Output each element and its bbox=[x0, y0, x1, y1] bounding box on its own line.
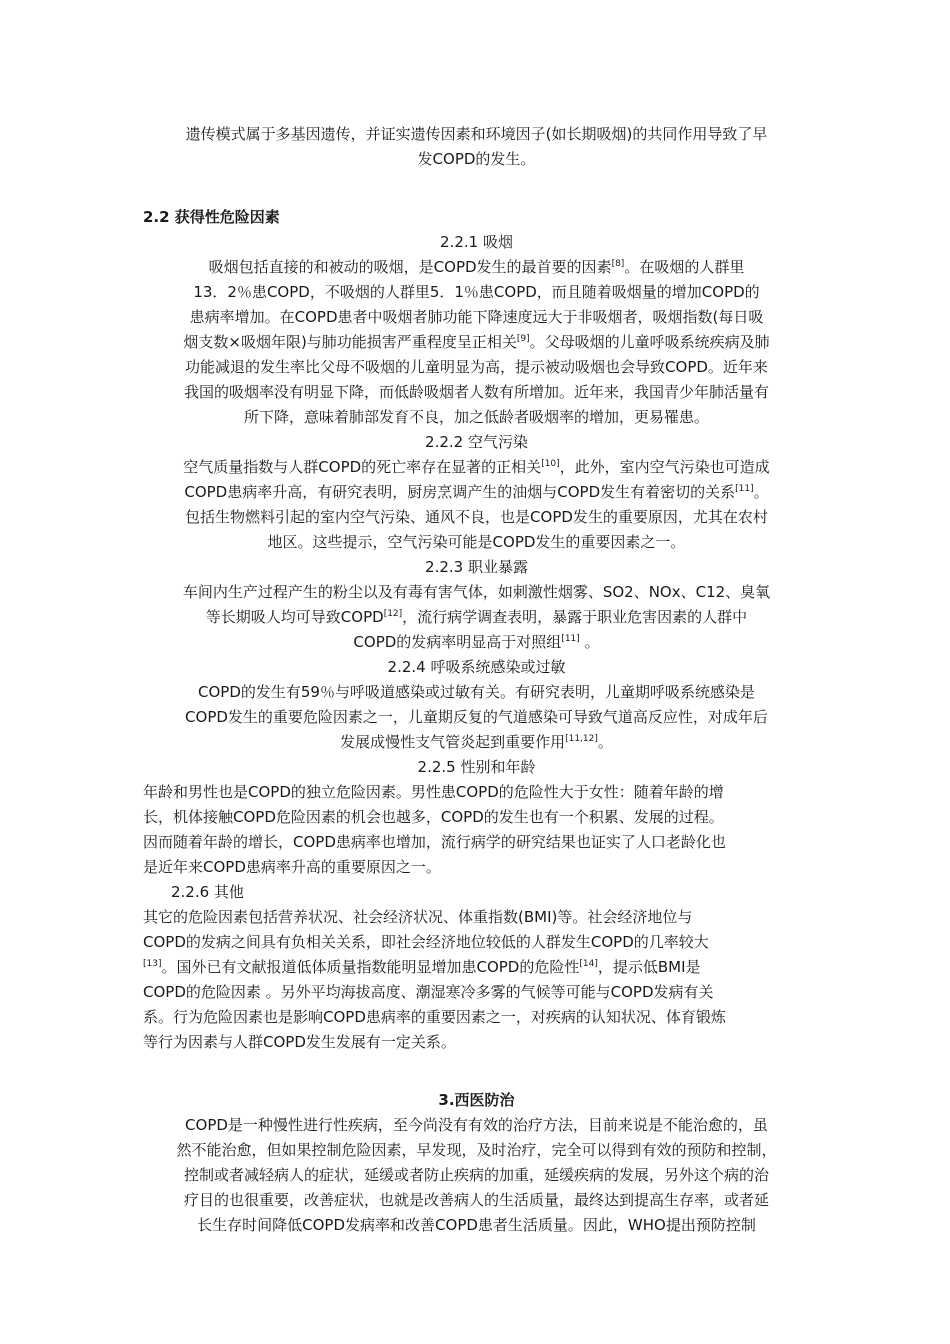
citation-ref: [13] bbox=[143, 959, 162, 969]
infection-line: COPD的发生有59％与呼吸道感染或过敏有关。有研究表明，儿童期呼吸系统感染是 bbox=[198, 683, 755, 701]
gender-age-line: 长，机体接触COPD危险因素的机会也越多，COPD的发生也有一个积累、发展的过程。 bbox=[143, 808, 724, 826]
smoking-line: 功能减退的发生率比父母不吸烟的儿童明显为高，提示被动吸烟也会导致COPD。近年来 bbox=[185, 358, 768, 376]
others-line: 等行为因素与人群COPD发生发展有一定关系。 bbox=[143, 1033, 456, 1051]
citation-ref: [14] bbox=[579, 959, 598, 969]
others-line: COPD的危险因素 。另外平均海拔高度、潮湿寒冷多雾的气候等可能与COPD发病有关 bbox=[143, 983, 714, 1001]
citation-ref: [11] bbox=[735, 484, 754, 494]
citation-ref: [9] bbox=[516, 334, 530, 344]
citation-ref: [10] bbox=[541, 459, 560, 469]
occupational-line: 车间内生产过程产生的粉尘以及有毒有害气体，如刺激性烟雾、SO2、NOx、C12、臭氧 bbox=[182, 583, 771, 601]
citation-ref: [8] bbox=[611, 259, 625, 269]
smoking-line: 我国的吸烟率没有明显下降，而低龄吸烟者人数有所增加。近年来，我国青少年肺活量有 bbox=[183, 383, 769, 401]
section-3-line: COPD是一种慢性进行性疾病，至今尚没有有效的治疗方法，目前来说是不能治愈的，虽 bbox=[185, 1116, 768, 1134]
gender-age-line: 是近年来COPD患病率升高的重要原因之一。 bbox=[143, 858, 441, 876]
smoking-line: 13．2％患COPD，不吸烟的人群里5．1％患COPD，而且随着吸烟量的增加COPD的 bbox=[193, 283, 760, 301]
air-pollution-line: 空气质量指数与人群COPD的死亡率存在显著的正相关[10]，此外，室内空气污染也可造成 bbox=[183, 458, 770, 476]
section-3-line: 长生存时间降低COPD发病率和改善COPD患者生活质量。因此，WHO提出预防控制 bbox=[197, 1216, 756, 1234]
smoking-line: 所下降，意味着肺部发育不良，加之低龄者吸烟率的增加，更易罹患。 bbox=[243, 408, 709, 426]
spacer bbox=[143, 1055, 810, 1080]
air-pollution-line: COPD患病率升高，有研究表明，厨房烹调产生的油烟与COPD发生有着密切的关系[11]。 bbox=[184, 483, 769, 501]
section-3-line: 疗目的也很重要，改善症状，也就是改善病人的生活质量，最终达到提高生存率，或者延 bbox=[183, 1191, 769, 1209]
subsection-heading-others: 2.2.6 其他 bbox=[171, 883, 244, 901]
spacer bbox=[143, 1080, 810, 1088]
subsection-heading-air-pollution: 2.2.2 空气污染 bbox=[425, 433, 528, 451]
smoking-line: 烟支数×吸烟年限)与肺功能损害严重程度呈正相关[9]。父母吸烟的儿童呼吸系统疾病及肺 bbox=[183, 333, 770, 351]
subsection-heading-smoking: 2.2.1 吸烟 bbox=[440, 233, 513, 251]
smoking-line: 患病率增加。在COPD患者中吸烟者肺功能下降速度远大于非吸烟者，吸烟指数(每日吸 bbox=[189, 308, 764, 326]
section-heading-2-2: 2.2 获得性危险因素 bbox=[143, 208, 280, 226]
infection-line: COPD发生的重要危险因素之一，儿童期反复的气道感染可导致气道高反应性，对成年后 bbox=[185, 708, 768, 726]
others-line: 系。行为危险因素也是影响COPD患病率的重要因素之一，对疾病的认知状况、体育锻炼 bbox=[143, 1008, 726, 1026]
spacer bbox=[143, 172, 810, 197]
citation-ref: [12] bbox=[383, 609, 403, 619]
subsection-heading-infection: 2.2.4 呼吸系统感染或过敏 bbox=[387, 658, 566, 676]
subsection-heading-occupational: 2.2.3 职业暴露 bbox=[425, 558, 528, 576]
document-body bbox=[143, 122, 810, 1238]
citation-ref: [11,12] bbox=[565, 734, 598, 744]
intro-line: 发COPD的发生。 bbox=[417, 150, 536, 168]
others-line: COPD的发病之间具有负相关关系，即社会经济地位较低的人群发生COPD的几率较大 bbox=[143, 933, 709, 951]
subsection-heading-gender-age: 2.2.5 性别和年龄 bbox=[417, 758, 536, 776]
spacer bbox=[143, 197, 810, 205]
air-pollution-line: 地区。这些提示，空气污染可能是COPD发生的重要因素之一。 bbox=[267, 533, 686, 551]
others-line: [13]。国外已有文献报道低体质量指数能明显增加患COPD的危险性[14]，提示低BMI是 bbox=[143, 958, 701, 976]
infection-line: 发展成慢性支气管炎起到重要作用[11,12]。 bbox=[340, 733, 613, 751]
others-line: 其它的危险因素包括营养状况、社会经济状况、体重指数(BMI)等。社会经济地位与 bbox=[143, 908, 693, 926]
occupational-line: COPD的发病率明显高于对照组[11] 。 bbox=[353, 633, 600, 651]
citation-ref: [11] bbox=[561, 634, 580, 644]
intro-line: 遗传模式属于多基因遗传，并证实遗传因素和环境因子(如长期吸烟)的共同作用导致了早 bbox=[185, 125, 768, 143]
air-pollution-line: 包括生物燃料引起的室内空气污染、通风不良，也是COPD发生的重要原因，尤其在农村 bbox=[185, 508, 768, 526]
gender-age-line: 因而随着年龄的增长，COPD患病率也增加，流行病学的研究结果也证实了人口老龄化也 bbox=[143, 833, 726, 851]
smoking-line: 吸烟包括直接的和被动的吸烟，是COPD发生的最首要的因素[8]。在吸烟的人群里 bbox=[208, 258, 745, 276]
occupational-line: 等长期吸人均可导致COPD[12]，流行病学调查表明，暴露于职业危害因素的人群中 bbox=[205, 608, 748, 626]
section-heading-3: 3.西医防治 bbox=[438, 1091, 515, 1109]
section-3-line: 然不能治愈，但如果控制危险因素，早发现，及时治疗，完全可以得到有效的预防和控制， bbox=[176, 1141, 777, 1159]
section-3-line: 控制或者减轻病人的症状，延缓或者防止疾病的加重，延缓疾病的发展，另外这个病的治 bbox=[183, 1166, 769, 1184]
gender-age-line: 年龄和男性也是COPD的独立危险因素。男性患COPD的危险性大于女性：随着年龄的增 bbox=[143, 783, 724, 801]
